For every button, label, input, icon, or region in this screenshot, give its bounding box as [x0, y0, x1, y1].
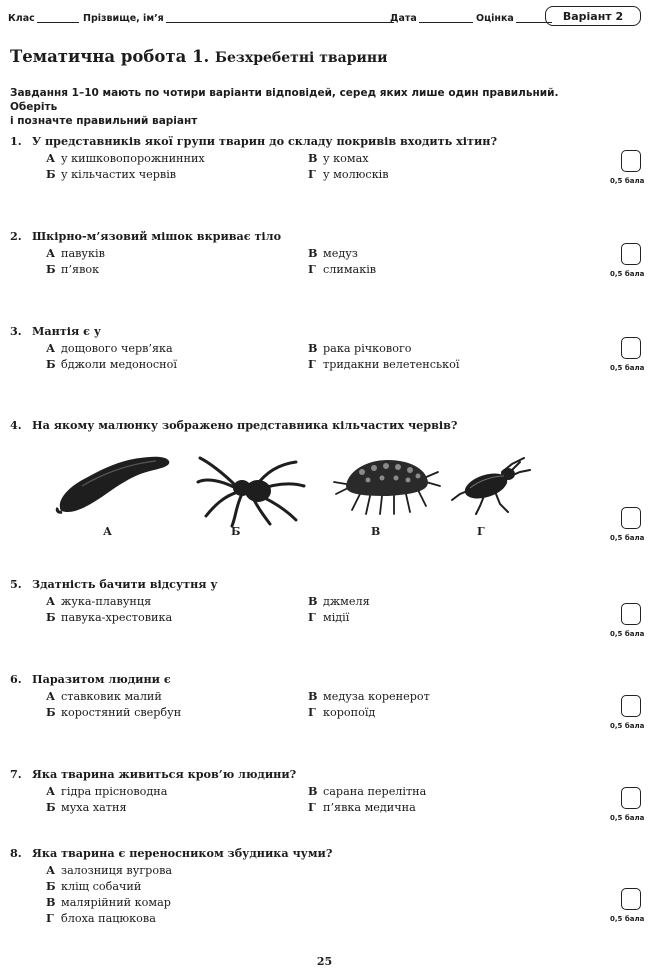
question-text: Мантія є у: [32, 324, 102, 338]
class-label: Клас: [8, 13, 35, 24]
option-g[interactable]: [46, 911, 308, 926]
option-letter: Г: [308, 167, 316, 181]
option-letter: Г: [308, 705, 316, 719]
option-letter: Б: [46, 705, 56, 719]
question-number: 3.: [10, 324, 22, 338]
option-v[interactable]: [308, 784, 570, 799]
option-letter: Г: [46, 911, 54, 925]
option-b[interactable]: [46, 262, 308, 277]
question-2: [10, 229, 610, 277]
title-main: Тематична робота 1.: [10, 47, 210, 66]
option-letter: В: [308, 784, 318, 798]
question-1: [10, 134, 610, 182]
answer-box-1[interactable]: [621, 150, 641, 172]
question-8: [10, 846, 610, 926]
option-letter: Б: [46, 262, 56, 276]
option-text: сарана перелітна: [323, 785, 427, 798]
option-text: коропоїд: [323, 706, 376, 719]
points-label: 0,5 бала: [610, 915, 645, 923]
question-number: 2.: [10, 229, 22, 243]
option-a[interactable]: [46, 341, 308, 356]
option-letter: А: [46, 341, 56, 355]
answer-box-5[interactable]: [621, 603, 641, 625]
option-letter: А: [46, 689, 56, 703]
option-letter: А: [46, 246, 56, 260]
option-letter: В: [308, 246, 318, 260]
question-text: Яка тварина є переносником збудника чуми?: [32, 846, 333, 860]
instruction-line-1: Завдання 1–10 мають по чотири варіанти відповідей, серед яких лише один правильний. Оберіть: [10, 87, 559, 113]
points-label: 0,5 бала: [610, 364, 645, 372]
points-label: 0,5 бала: [610, 630, 645, 638]
option-text: павуків: [61, 247, 105, 260]
grade-field[interactable]: [476, 6, 552, 26]
option-v[interactable]: [308, 246, 570, 261]
option-letter: Г: [308, 262, 316, 276]
date-field[interactable]: [390, 6, 473, 26]
option-letter: Г: [308, 800, 316, 814]
question-number: 1.: [10, 134, 22, 148]
option-text: павука-хрестовика: [61, 611, 173, 624]
page-number: 25: [316, 955, 333, 968]
option-letter: Б: [46, 879, 56, 893]
question-text: Здатність бачити відсутня у: [32, 577, 218, 591]
option-text: у молюсків: [323, 168, 389, 181]
option-g[interactable]: [308, 800, 570, 815]
option-v[interactable]: [308, 151, 570, 166]
option-letter: Б: [46, 357, 56, 371]
beetle-picture[interactable]: [450, 454, 532, 516]
option-text: бджоли медоносної: [61, 358, 177, 371]
option-letter: Б: [46, 800, 56, 814]
question-text: Яка тварина живиться кров’ю людини?: [32, 767, 297, 781]
option-text: малярійний комар: [61, 896, 171, 909]
option-letter: В: [308, 341, 318, 355]
name-field[interactable]: [83, 6, 394, 26]
answer-box-3[interactable]: [621, 337, 641, 359]
points-label: 0,5 бала: [610, 177, 645, 185]
question-text: Паразитом людини є: [32, 672, 171, 686]
option-v[interactable]: [308, 689, 570, 704]
option-text: слимаків: [323, 263, 377, 276]
option-text: п’явка медична: [323, 801, 416, 814]
option-letter: В: [46, 895, 56, 909]
option-text: коростяний свербун: [61, 706, 182, 719]
question-5: [10, 577, 610, 625]
option-text: блоха пацюкова: [61, 912, 156, 925]
option-text: у комах: [323, 152, 369, 165]
instruction: [10, 86, 570, 128]
option-text: у кишковопорожнинних: [61, 152, 205, 165]
answer-box-8[interactable]: [621, 888, 641, 910]
option-text: мідії: [323, 611, 350, 624]
option-g[interactable]: [308, 262, 570, 277]
option-b[interactable]: [46, 610, 308, 625]
points-label: 0,5 бала: [610, 814, 645, 822]
picture-label-a: А: [103, 525, 112, 538]
variant-badge: [545, 6, 641, 26]
question-number: 8.: [10, 846, 22, 860]
option-text: тридакни велетенської: [323, 358, 460, 371]
option-text: гідра прісноводна: [61, 785, 168, 798]
option-a[interactable]: [46, 784, 308, 799]
option-text: у кільчастих червів: [61, 168, 177, 181]
option-b[interactable]: [46, 167, 308, 182]
option-text: жука-плавунця: [61, 595, 152, 608]
option-text: дощового черв’яка: [61, 342, 173, 355]
option-text: муха хатня: [61, 801, 127, 814]
date-label: Дата: [390, 13, 417, 24]
points-label: 0,5 бала: [610, 722, 645, 730]
option-b[interactable]: [46, 879, 308, 894]
option-text: залозниця вугрова: [61, 864, 173, 877]
option-letter: Г: [308, 610, 316, 624]
answer-box-2[interactable]: [621, 243, 641, 265]
name-label: Прізвище, ім’я: [83, 13, 164, 24]
option-letter: А: [46, 863, 56, 877]
option-a[interactable]: [46, 863, 308, 878]
picture-label-v: В: [371, 525, 381, 538]
question-text: У представників якої групи тварин до складу покривів входить хітин?: [32, 134, 498, 148]
worksheet-header: [8, 6, 641, 30]
question-number: 5.: [10, 577, 22, 591]
option-text: медуза коренерот: [323, 690, 430, 703]
option-g[interactable]: [308, 610, 570, 625]
option-text: рака річкового: [323, 342, 412, 355]
option-v[interactable]: [308, 594, 570, 609]
points-label: 0,5 бала: [610, 270, 645, 278]
option-g[interactable]: [308, 357, 570, 372]
question-number: 4.: [10, 418, 22, 432]
class-field[interactable]: [8, 6, 79, 26]
option-a[interactable]: [46, 689, 308, 704]
option-letter: Б: [46, 167, 56, 181]
option-letter: Г: [308, 357, 316, 371]
option-text: джмеля: [323, 595, 370, 608]
option-letter: В: [308, 689, 318, 703]
question-7: [10, 767, 610, 815]
question-number: 7.: [10, 767, 22, 781]
option-b[interactable]: [46, 705, 308, 720]
variant-label: Варіант 2: [562, 9, 624, 23]
option-letter: А: [46, 151, 56, 165]
option-a[interactable]: [46, 246, 308, 261]
option-letter: А: [46, 784, 56, 798]
question-number: 6.: [10, 672, 22, 686]
option-b[interactable]: [46, 800, 308, 815]
question-text: Шкірно-м’язовий мішок вкриває тіло: [32, 229, 282, 243]
option-text: п’явок: [61, 263, 100, 276]
option-v[interactable]: [308, 341, 570, 356]
question-4: [10, 418, 610, 432]
woodlouse-picture[interactable]: [332, 448, 442, 518]
question-6: [10, 672, 610, 720]
leech-picture[interactable]: [52, 446, 174, 518]
points-label: 0,5 бала: [610, 534, 645, 542]
page-title: [10, 47, 388, 66]
question-3: [10, 324, 610, 372]
option-g[interactable]: [308, 167, 570, 182]
option-letter: В: [308, 594, 318, 608]
question-text: На якому малюнку зображено представника кільчастих червів?: [32, 418, 458, 432]
grade-label: Оцінка: [476, 13, 514, 24]
spider-picture[interactable]: [196, 450, 308, 528]
option-letter: А: [46, 594, 56, 608]
option-a[interactable]: [46, 594, 308, 609]
picture-label-g: Г: [477, 525, 485, 538]
picture-label-b: Б: [231, 525, 241, 538]
option-a[interactable]: [46, 151, 308, 166]
option-g[interactable]: [308, 705, 570, 720]
answer-box-4[interactable]: [621, 507, 641, 529]
instruction-line-2: і позначте правильний варіант: [10, 115, 198, 127]
option-letter: Б: [46, 610, 56, 624]
title-sub: Безхребетні тварини: [215, 50, 388, 66]
option-text: ставковик малий: [61, 690, 162, 703]
answer-box-7[interactable]: [621, 787, 641, 809]
option-letter: В: [308, 151, 318, 165]
option-b[interactable]: [46, 357, 308, 372]
option-text: медуз: [323, 247, 358, 260]
answer-box-6[interactable]: [621, 695, 641, 717]
option-v[interactable]: [46, 895, 308, 910]
option-text: кліщ собачий: [61, 880, 142, 893]
